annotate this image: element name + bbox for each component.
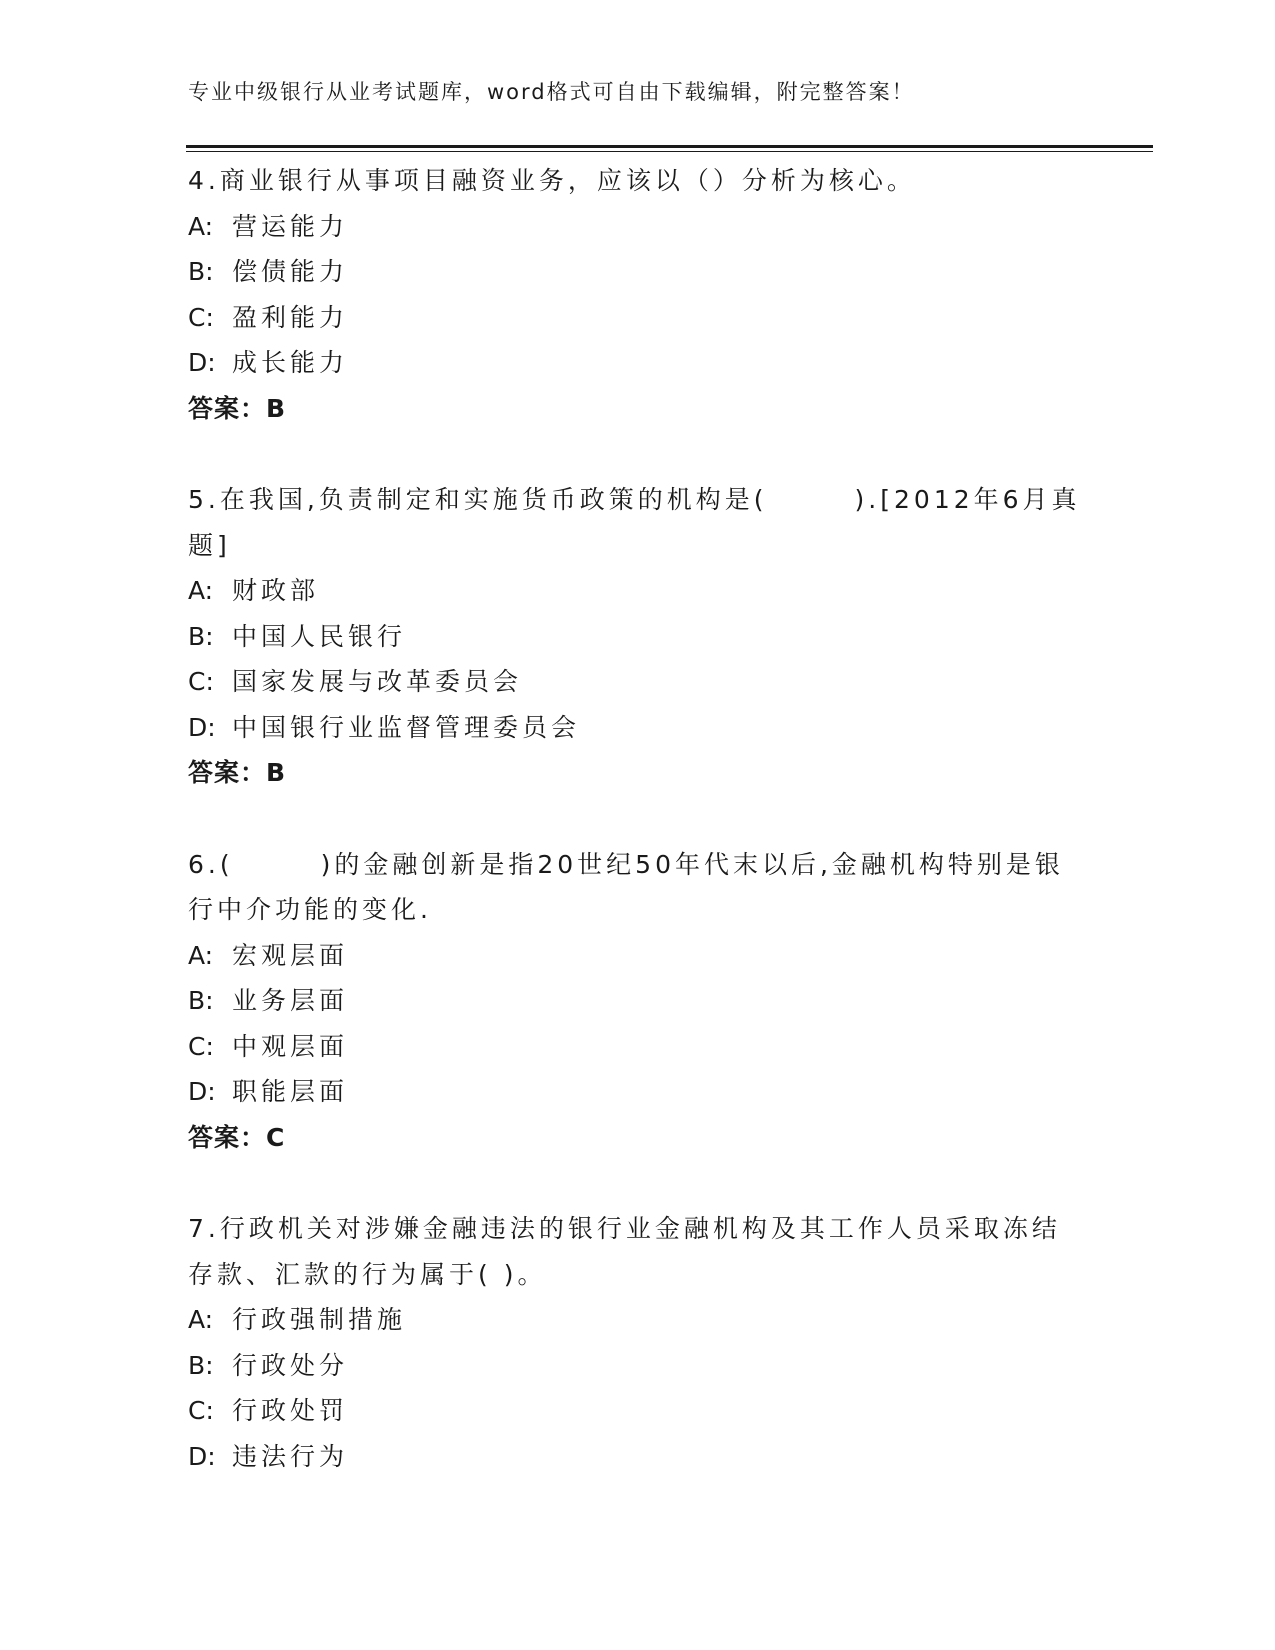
answer-line: 答案：B — [188, 393, 287, 423]
option-c — [188, 659, 1088, 705]
option-text: 宏观层面 — [232, 940, 349, 970]
option-c — [188, 295, 1088, 341]
question-4 — [188, 158, 1088, 431]
option-d — [188, 1434, 1088, 1480]
option-a — [188, 1297, 1088, 1343]
option-text: 行政处分 — [232, 1350, 349, 1380]
option-letter: B: — [188, 621, 214, 651]
option-c — [188, 1388, 1088, 1434]
answer-line: 答案：C — [188, 1122, 286, 1152]
stem-line: 5.在我国,负责制定和实施货币政策的机构是( ).[2012年6月真 — [188, 485, 1081, 514]
option-text: 营运能力 — [232, 211, 349, 241]
option-letter: D: — [188, 348, 216, 377]
question-stem — [188, 1206, 1088, 1297]
option-b — [188, 978, 1088, 1024]
option-text: 职能层面 — [232, 1077, 349, 1106]
option-text: 国家发展与改革委员会 — [232, 667, 523, 696]
option-letter: C: — [188, 302, 214, 332]
question-7 — [188, 1206, 1088, 1479]
option-d — [188, 1069, 1088, 1115]
question-stem — [188, 158, 1088, 204]
option-text: 中国人民银行 — [232, 621, 407, 651]
option-d — [188, 705, 1088, 751]
stem-line: 7.行政机关对涉嫌金融违法的银行业金融机构及其工作人员采取冻结 — [188, 1214, 1061, 1243]
question-stem — [188, 477, 1088, 568]
option-c — [188, 1024, 1088, 1070]
option-a — [188, 568, 1088, 614]
question-6 — [188, 842, 1088, 1161]
question-list — [188, 158, 1088, 1525]
option-letter: C: — [188, 667, 214, 696]
option-d — [188, 340, 1088, 386]
stem-line: 4.商业银行从事项目融资业务，应该以（）分析为核心。 — [188, 166, 916, 195]
option-a — [188, 933, 1088, 979]
option-letter: A: — [188, 1305, 214, 1334]
option-b — [188, 1343, 1088, 1389]
option-b — [188, 249, 1088, 295]
option-text: 行政强制措施 — [232, 1305, 407, 1334]
option-letter: D: — [188, 1077, 216, 1106]
option-a — [188, 204, 1088, 250]
option-b — [188, 614, 1088, 660]
option-letter: A: — [188, 576, 214, 605]
option-text: 违法行为 — [232, 1441, 349, 1471]
option-letter: C: — [188, 1031, 214, 1061]
stem-line: 行中介功能的变化. — [188, 895, 432, 924]
option-text: 财政部 — [232, 576, 320, 605]
option-text: 行政处罚 — [232, 1396, 349, 1425]
option-letter: A: — [188, 211, 214, 241]
option-text: 中国银行业监督管理委员会 — [232, 712, 581, 742]
option-letter: B: — [188, 1350, 214, 1380]
question-stem — [188, 842, 1088, 933]
question-5 — [188, 477, 1088, 796]
option-letter: A: — [188, 940, 214, 970]
option-letter: B: — [188, 257, 214, 286]
option-letter: D: — [188, 1441, 216, 1471]
stem-line: 存款、汇款的行为属于( )。 — [188, 1259, 547, 1289]
header-rule-thick — [186, 145, 1153, 148]
option-text: 业务层面 — [232, 986, 349, 1015]
option-letter: D: — [188, 712, 216, 742]
option-letter: C: — [188, 1396, 214, 1425]
option-letter: B: — [188, 986, 214, 1015]
stem-line: 6.( )的金融创新是指20世纪50年代末以后,金融机构特别是银 — [188, 849, 1064, 879]
answer-line: 答案：B — [188, 758, 287, 787]
option-text: 偿债能力 — [232, 257, 349, 286]
page-header: 专业中级银行从业考试题库，word格式可自由下载编辑，附完整答案！ — [188, 80, 915, 104]
stem-line: 题] — [188, 530, 231, 560]
option-text: 成长能力 — [232, 348, 349, 377]
option-text: 中观层面 — [232, 1031, 349, 1061]
header-rule-thin — [186, 151, 1153, 152]
option-text: 盈利能力 — [232, 302, 349, 332]
